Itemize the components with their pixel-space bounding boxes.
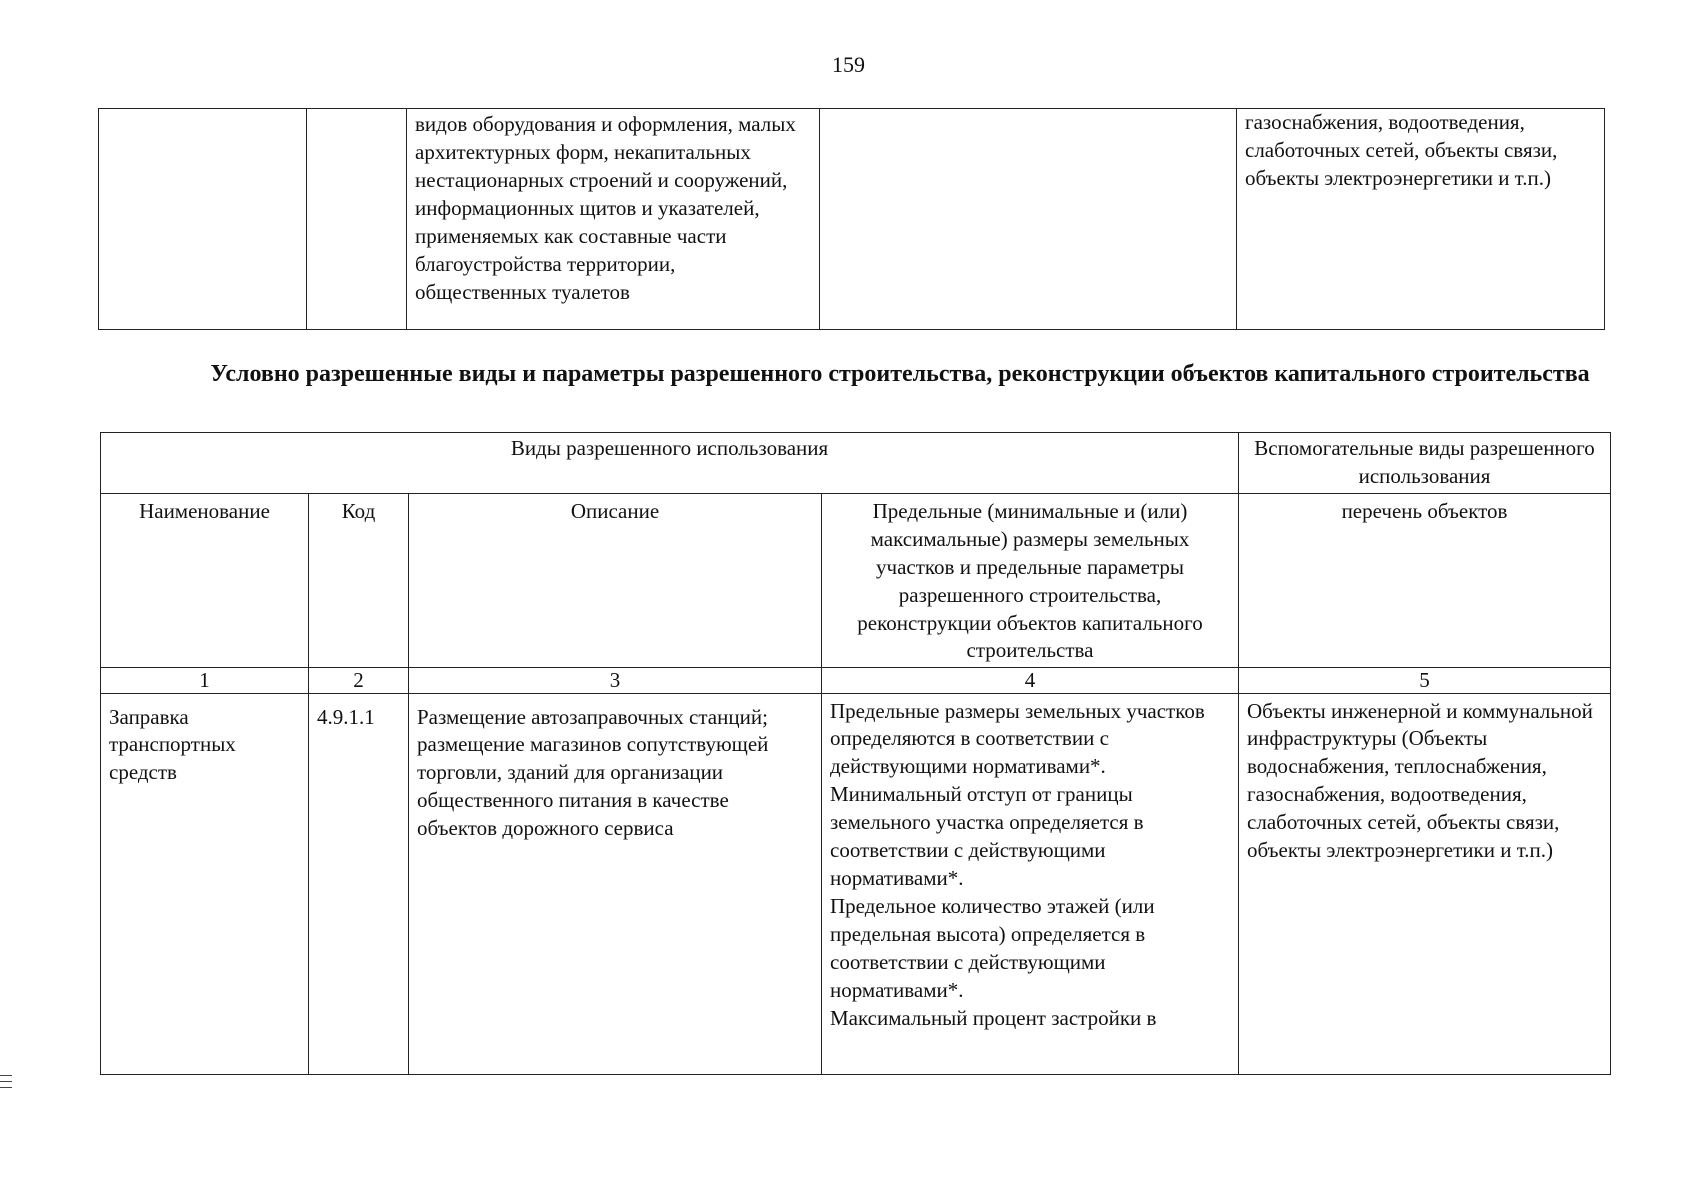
cont-cell-code xyxy=(307,109,407,330)
header-params: Предельные (минимальные и (или) максимальные) размеры земельных участков и предельные параметры разрешенного строительства, реконструкции объектов капитального строительства xyxy=(822,493,1239,668)
param-floors: Предельное количество этажей (или предельная высота) определяется в соответствии с действующими нормативами*. xyxy=(830,893,1155,1002)
page-number: 159 xyxy=(832,52,865,77)
column-number: 3 xyxy=(409,668,822,693)
margin-mark xyxy=(0,1075,12,1079)
cont-cell-description: видов оборудования и оформления, малых архитектурных форм, некапитальных нестационарных строений и сооружений, информационных щитов и указателей, применяемых как составные части благоустройства территории, общественных туалетов xyxy=(407,109,820,330)
column-number: 5 xyxy=(1239,668,1611,693)
column-number: 2 xyxy=(309,668,409,693)
cont-cell-name xyxy=(99,109,307,330)
param-size: Предельные размеры земельных участков определяются в соответствии с действующими нормативами*. xyxy=(830,698,1205,779)
section-heading: Условно разрешенные виды и параметры разрешенного строительства, реконструкции объектов капитального строительства xyxy=(210,361,1590,387)
column-number: 1 xyxy=(101,668,309,693)
continuation-table xyxy=(98,108,1605,330)
group-header-aux: Вспомогательные виды разрешенного использования xyxy=(1239,433,1611,494)
row-aux-objects: Объекты инженерной и коммунальной инфраструктуры (Объекты водоснабжения, теплоснабжения, газоснабжения, водоотведения, слаботочных сетей, объекты связи, объекты электроэнергетики и т.п.) xyxy=(1239,693,1611,1074)
row-description: Размещение автозаправочных станций; размещение магазинов сопутствующей торговли, зданий для организации общественного питания в качестве объектов дорожного сервиса xyxy=(409,693,822,1074)
column-number: 4 xyxy=(822,668,1239,693)
column-header-row xyxy=(101,493,1611,668)
header-description: Описание xyxy=(409,493,822,668)
row-params xyxy=(822,693,1239,1074)
header-code: Код xyxy=(309,493,409,668)
margin-mark xyxy=(0,1081,12,1085)
margin-mark xyxy=(0,1087,12,1091)
group-header-row xyxy=(101,433,1611,494)
row-name: Заправка транспортных средств xyxy=(101,693,309,1074)
header-aux-objects: перечень объектов xyxy=(1239,493,1611,668)
column-number-row xyxy=(101,668,1611,693)
header-name: Наименование xyxy=(101,493,309,668)
param-setback: Минимальный отступ от границы земельного участка определяется в соответствии с действующими нормативами*. xyxy=(830,782,1144,891)
cont-cell-aux: газоснабжения, водоотведения, слаботочных сетей, объекты связи, объекты электроэнергетики и т.п.) xyxy=(1237,109,1605,330)
permitted-use-table xyxy=(100,432,1611,1075)
row-code: 4.9.1.1 xyxy=(309,693,409,1074)
margin-marks xyxy=(0,1075,12,1093)
group-header-main: Виды разрешенного использования xyxy=(101,433,1239,494)
continuation-row xyxy=(99,109,1605,330)
table-row xyxy=(101,693,1611,1074)
cont-cell-params xyxy=(820,109,1237,330)
param-coverage: Максимальный процент застройки в xyxy=(830,1005,1157,1030)
